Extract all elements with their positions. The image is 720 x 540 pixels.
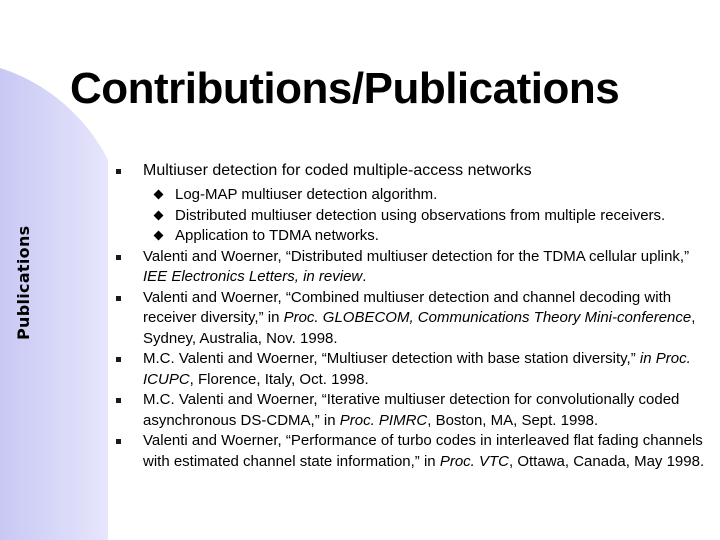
diamond-bullet-icon	[154, 210, 164, 220]
square-bullet-icon	[116, 398, 121, 403]
sidebar-label: Publications	[14, 225, 33, 340]
sub-item	[113, 185, 713, 206]
publication-authors-title: Valenti and Woerner, “Performance of turbo codes in interleaved flat fading channels with estimated channel state information,” in	[143, 432, 703, 470]
sub-item-text: Application to TDMA networks.	[175, 227, 379, 244]
publication-details: .	[362, 268, 367, 285]
publication-details: , Florence, Italy, Oct. 1998.	[189, 370, 369, 388]
publication-item	[113, 247, 713, 288]
publication-authors-title: Valenti and Woerner, “Combined multiuser detection and channel decoding with receiver diversity,” in	[143, 288, 672, 326]
publication-item	[113, 390, 713, 431]
square-bullet-icon	[116, 296, 121, 301]
slide-content	[113, 160, 713, 472]
publication-venue: Proc. GLOBECOM, Communications Theory Mini-conference	[283, 309, 692, 326]
sub-item	[113, 226, 713, 247]
sub-item-text: Log-MAP multiuser detection algorithm.	[175, 186, 438, 203]
square-bullet-icon	[116, 255, 121, 260]
publication-details: , Boston, MA, Sept. 1998.	[427, 411, 599, 429]
diamond-bullet-icon	[154, 231, 164, 241]
publication-venue: IEE Electronics Letters, in review	[143, 268, 363, 285]
publication-details: , Ottawa, Canada, May 1998.	[509, 452, 705, 470]
lead-text: Multiuser detection for coded multiple-access networks	[143, 162, 532, 179]
publication-venue: Proc. VTC	[439, 452, 510, 470]
diamond-bullet-icon	[154, 190, 164, 200]
publication-authors-title: M.C. Valenti and Woerner, “Iterative multiuser detection for convolutionally coded asynchronous DS-CDMA,” in	[143, 391, 680, 429]
lead-item	[113, 160, 713, 182]
publication-item	[113, 349, 713, 390]
publication-item	[113, 288, 713, 350]
sub-item-text: Distributed multiuser detection using observations from multiple receivers.	[175, 206, 666, 224]
publication-item	[113, 431, 713, 472]
publication-venue: in Proc. ICUPC	[143, 350, 691, 388]
square-bullet-icon	[116, 439, 121, 444]
square-bullet-icon	[116, 357, 121, 362]
sub-item	[113, 206, 713, 227]
publication-venue: Proc. PIMRC	[339, 411, 428, 429]
square-bullet-icon	[116, 169, 121, 174]
publication-authors-title: Valenti and Woerner, “Distributed multiuser detection for the TDMA cellular uplink,”	[143, 247, 690, 265]
slide-title: Contributions/Publications	[70, 64, 620, 113]
publication-details: , Sydney, Australia, Nov. 1998.	[143, 309, 696, 347]
publication-authors-title: M.C. Valenti and Woerner, “Multiuser detection with base station diversity,”	[143, 350, 636, 367]
